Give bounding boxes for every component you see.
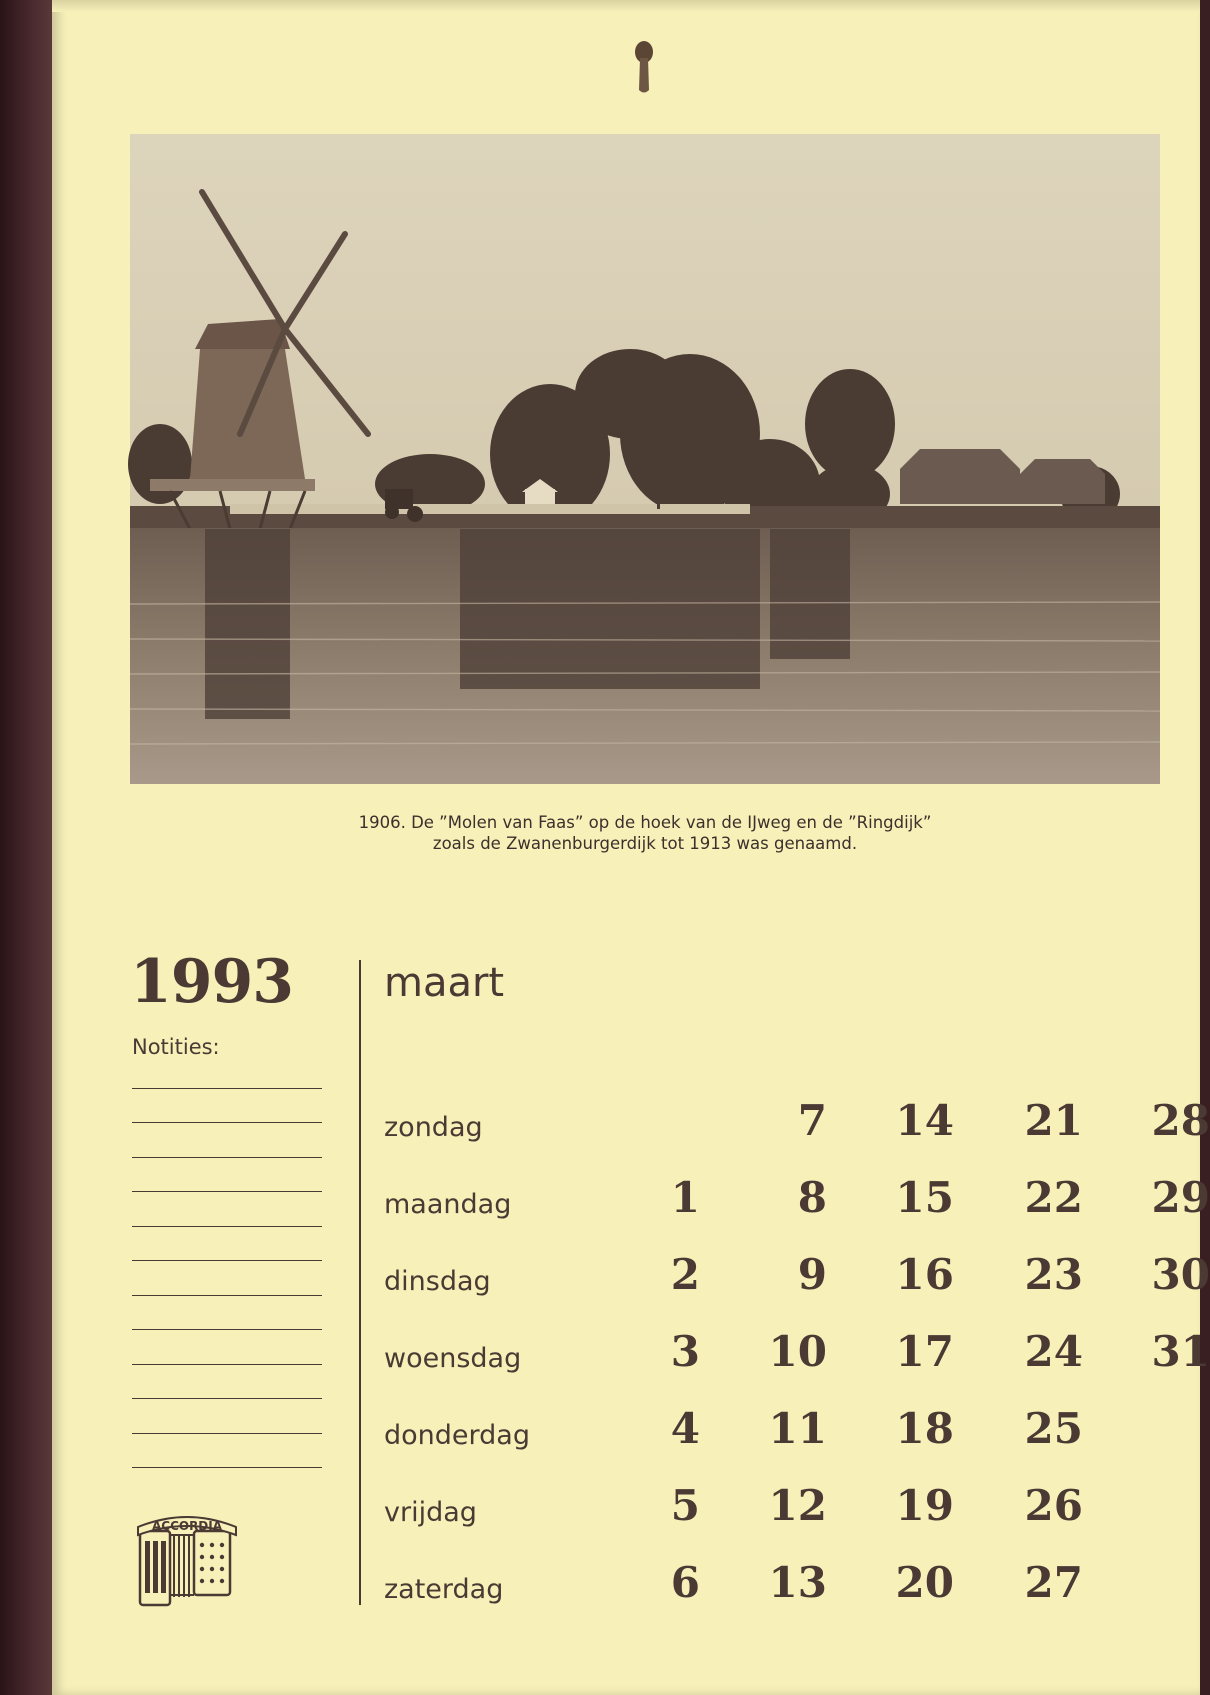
date-cell: 8 bbox=[797, 1173, 827, 1222]
date-cell: 5 bbox=[670, 1481, 700, 1530]
note-line[interactable] bbox=[132, 1157, 322, 1158]
weekday-label: vrijdag bbox=[384, 1497, 477, 1528]
date-cell: 18 bbox=[895, 1404, 954, 1453]
date-cell: 10 bbox=[768, 1327, 827, 1376]
caption-line-1: 1906. De ”Molen van Faas” op de hoek van de IJweg en de ”Ringdijk” bbox=[358, 813, 932, 832]
date-cell: 21 bbox=[1024, 1096, 1083, 1145]
historic-windmill-photo bbox=[130, 134, 1160, 784]
note-line[interactable] bbox=[132, 1433, 322, 1434]
date-cell: 9 bbox=[797, 1250, 827, 1299]
note-line[interactable] bbox=[132, 1226, 322, 1227]
date-cell: 22 bbox=[1024, 1173, 1083, 1222]
date-cell: 28 bbox=[1151, 1096, 1210, 1145]
date-cell: 2 bbox=[670, 1250, 700, 1299]
note-line[interactable] bbox=[132, 1260, 322, 1261]
date-cell: 15 bbox=[895, 1173, 954, 1222]
logo-text: ACCORDIA bbox=[151, 1519, 223, 1533]
photo-caption bbox=[130, 812, 1160, 854]
date-cell: 31 bbox=[1151, 1327, 1210, 1376]
date-cell: 17 bbox=[895, 1327, 954, 1376]
note-line[interactable] bbox=[132, 1122, 322, 1123]
column-divider bbox=[359, 960, 361, 1605]
date-cell: 20 bbox=[895, 1558, 954, 1607]
date-cell: 27 bbox=[1024, 1558, 1083, 1607]
hanging-hole-icon bbox=[633, 40, 655, 94]
date-cell: 24 bbox=[1024, 1327, 1083, 1376]
date-cell: 4 bbox=[670, 1404, 700, 1453]
date-cell: 23 bbox=[1024, 1250, 1083, 1299]
date-cell: 11 bbox=[768, 1404, 827, 1453]
date-cell: 7 bbox=[797, 1096, 827, 1145]
date-cell: 1 bbox=[670, 1173, 700, 1222]
date-cell: 13 bbox=[768, 1558, 827, 1607]
calendar-year: 1993 bbox=[130, 947, 293, 1017]
note-line[interactable] bbox=[132, 1295, 322, 1296]
weekday-label: woensdag bbox=[384, 1343, 522, 1374]
date-cell: 19 bbox=[895, 1481, 954, 1530]
date-cell: 16 bbox=[895, 1250, 954, 1299]
month-name: maart bbox=[384, 960, 505, 1006]
caption-line-2: zoals de Zwanenburgerdijk tot 1913 was genaamd. bbox=[432, 834, 858, 853]
note-line[interactable] bbox=[132, 1467, 322, 1468]
note-line[interactable] bbox=[132, 1398, 322, 1399]
date-cell: 29 bbox=[1151, 1173, 1210, 1222]
calendar-backing-edge bbox=[0, 0, 54, 1695]
accordion-icon bbox=[132, 1505, 242, 1609]
date-cell: 6 bbox=[670, 1558, 700, 1607]
note-line[interactable] bbox=[132, 1088, 322, 1089]
binding-strip bbox=[52, 0, 1200, 12]
date-cell: 3 bbox=[670, 1327, 700, 1376]
weekday-label: dinsdag bbox=[384, 1266, 491, 1297]
weekday-label: maandag bbox=[384, 1189, 512, 1220]
weekday-label: donderdag bbox=[384, 1420, 530, 1451]
date-cell: 12 bbox=[768, 1481, 827, 1530]
note-line[interactable] bbox=[132, 1329, 322, 1330]
notes-label: Notities: bbox=[132, 1035, 220, 1059]
calendar-page bbox=[52, 0, 1210, 1695]
weekday-label: zondag bbox=[384, 1112, 483, 1143]
date-cell: 26 bbox=[1024, 1481, 1083, 1530]
weekday-label: zaterdag bbox=[384, 1574, 504, 1605]
date-cell: 30 bbox=[1151, 1250, 1210, 1299]
date-cell: 14 bbox=[895, 1096, 954, 1145]
note-line[interactable] bbox=[132, 1191, 322, 1192]
date-cell: 25 bbox=[1024, 1404, 1083, 1453]
note-line[interactable] bbox=[132, 1364, 322, 1365]
